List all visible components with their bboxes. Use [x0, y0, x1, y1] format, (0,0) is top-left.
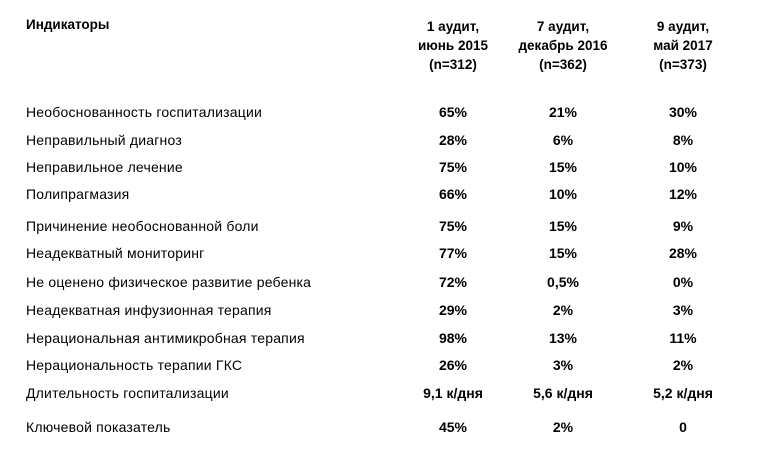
row-label: Причинение необоснованной боли [26, 218, 259, 234]
row-value: 30% [668, 104, 698, 120]
column-header-line: июнь 2015 [417, 38, 489, 53]
row-label: Не оценено физическое развитие ребенка [26, 274, 312, 290]
table-row [0, 245, 772, 265]
table-row [0, 159, 772, 179]
row-value: 72% [438, 274, 468, 290]
row-value: 0% [672, 274, 694, 290]
table-row [0, 274, 772, 294]
column-header-audit-9 [608, 17, 758, 74]
row-value: 13% [548, 330, 578, 346]
row-label: Длительность госпитализации [26, 385, 229, 401]
row-value: 2% [552, 302, 574, 318]
table-row [0, 419, 772, 439]
row-label: Нерациональная антимикробная терапия [26, 330, 305, 346]
row-value: 10% [668, 159, 698, 175]
row-value: 15% [548, 218, 578, 234]
row-value: 28% [668, 245, 698, 261]
row-value: 15% [548, 245, 578, 261]
row-value: 28% [438, 132, 468, 148]
row-label: Неправильное лечение [26, 159, 183, 175]
row-value: 0 [679, 419, 687, 435]
table-row [0, 357, 772, 377]
row-value: 29% [438, 302, 468, 318]
row-value: 6% [552, 132, 574, 148]
row-value: 11% [669, 330, 697, 346]
column-header-line: 7 аудит, [536, 19, 590, 34]
table-row [0, 218, 772, 238]
row-label: Неадекватный мониторинг [26, 245, 205, 261]
row-value: 45% [438, 419, 468, 435]
column-header-line: декабрь 2016 [518, 38, 608, 53]
row-value: 75% [438, 218, 468, 234]
row-label: Неправильный диагноз [26, 132, 182, 148]
row-value: 98% [438, 330, 468, 346]
row-value: 10% [548, 186, 578, 202]
row-value: 9% [672, 218, 694, 234]
row-value: 5,6 к/дня [533, 385, 593, 401]
row-value: 21% [548, 104, 578, 120]
column-header-line: май 2017 [653, 38, 713, 53]
row-value: 75% [438, 159, 468, 175]
table-row [0, 186, 772, 206]
row-value: 0,5% [547, 274, 579, 290]
row-value: 5,2 к/дня [653, 385, 713, 401]
column-header-line: (n=373) [659, 57, 707, 72]
row-value: 2% [552, 419, 574, 435]
column-header-line: 9 аудит, [656, 19, 710, 34]
column-header-line: 1 аудит, [426, 19, 480, 34]
column-header-line: (n=312) [429, 57, 477, 72]
row-value: 12% [668, 186, 698, 202]
row-value: 77% [438, 245, 468, 261]
table-row [0, 330, 772, 350]
row-label: Необоснованность госпитализации [26, 104, 262, 120]
column-header-line: (n=362) [539, 57, 587, 72]
row-value: 3% [552, 357, 574, 373]
row-value: 9,1 к/дня [423, 385, 483, 401]
row-value: 3% [672, 302, 694, 318]
row-value: 26% [438, 357, 468, 373]
table-row [0, 104, 772, 124]
table-row [0, 385, 772, 405]
row-value: 2% [672, 357, 694, 373]
row-label: Полипрагмазия [26, 186, 130, 202]
row-value: 65% [438, 104, 468, 120]
indicators-header: Индикаторы [26, 17, 110, 32]
row-value: 15% [548, 159, 578, 175]
row-label: Ключевой показатель [26, 419, 171, 435]
row-label: Неадекватная инфузионная терапия [26, 302, 272, 318]
row-value: 66% [438, 186, 468, 202]
table-row [0, 302, 772, 322]
row-value: 8% [672, 132, 694, 148]
row-label: Нерациональность терапии ГКС [26, 357, 243, 373]
table-row [0, 132, 772, 152]
